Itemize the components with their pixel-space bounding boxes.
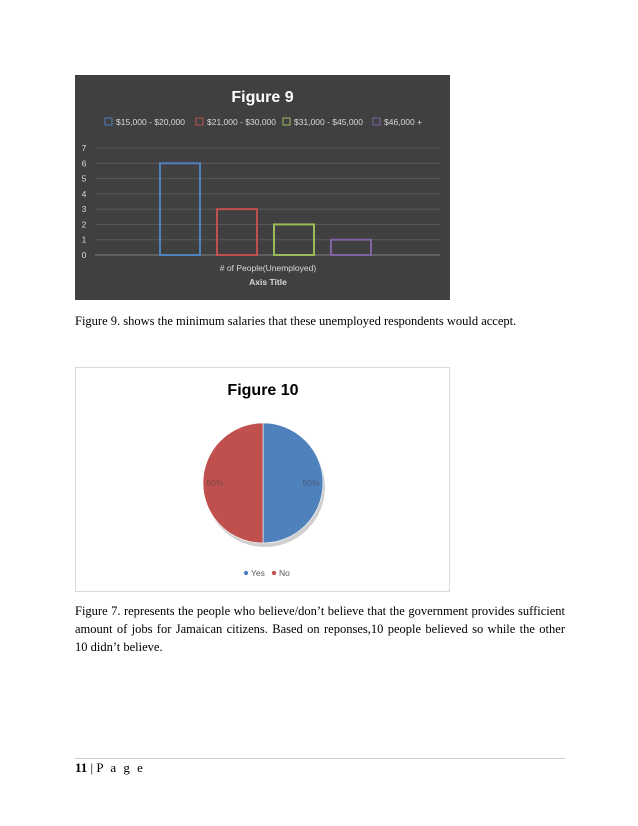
y-tick-label-3: 3 bbox=[81, 204, 87, 215]
figure-9-svg bbox=[75, 75, 450, 300]
legend-swatch-no bbox=[272, 571, 276, 575]
figure-9-chart bbox=[75, 75, 450, 300]
slice-data-label-1: 50% bbox=[302, 478, 320, 488]
figure-10-svg bbox=[76, 368, 449, 591]
caption-line-1: Figure 7. represents the people who believe/don’t believe that the government provides sufficient bbox=[75, 604, 565, 618]
y-tick-label-5: 5 bbox=[81, 173, 87, 184]
figure-10-caption bbox=[75, 602, 565, 656]
footer-separator: | bbox=[87, 760, 97, 775]
legend-swatch-4 bbox=[373, 118, 380, 125]
page-footer bbox=[75, 760, 145, 776]
footer-divider bbox=[75, 758, 565, 759]
figure-9-caption: Figure 9. shows the minimum salaries that these unemployed respondents would accept. bbox=[75, 314, 517, 328]
page-number: 11 bbox=[75, 760, 88, 775]
legend-swatch-3 bbox=[283, 118, 290, 125]
figure-10-chart bbox=[75, 367, 450, 592]
chart-title: Figure 9 bbox=[231, 89, 294, 106]
y-tick-label-1: 1 bbox=[81, 234, 87, 245]
legend-label-2: $21,000 - $30,000 bbox=[207, 117, 277, 127]
legend-swatch-1 bbox=[105, 118, 112, 125]
caption-line-2: amount of jobs for Jamaican citizens. Based on reponses,10 people believed so while the other bbox=[75, 622, 565, 636]
chart-title: Figure 10 bbox=[227, 382, 299, 399]
bar-2 bbox=[217, 209, 257, 255]
x-category-label: # of People(Unemployed) bbox=[219, 263, 317, 273]
legend-label-4: $46,000 + bbox=[384, 117, 423, 127]
legend-label-3: $31,000 - $45,000 bbox=[294, 117, 364, 127]
legend-label-1: $15,000 - $20,000 bbox=[116, 117, 186, 127]
legend-label-yes: Yes bbox=[251, 568, 265, 578]
legend-swatch-2 bbox=[196, 118, 203, 125]
caption-line-3: 10 didn’t believe. bbox=[75, 640, 163, 654]
legend-label-no: No bbox=[279, 568, 290, 578]
y-tick-label-0: 0 bbox=[81, 250, 87, 260]
bar-4 bbox=[331, 240, 371, 255]
y-tick-label-4: 4 bbox=[81, 188, 87, 199]
slice-data-label-2: 50% bbox=[206, 478, 224, 488]
y-tick-label-7: 7 bbox=[81, 143, 87, 153]
y-tick-label-6: 6 bbox=[81, 158, 87, 169]
page-word: P a g e bbox=[96, 760, 145, 775]
y-tick-label-2: 2 bbox=[81, 219, 87, 230]
legend-swatch-yes bbox=[244, 571, 248, 575]
x-axis-title: Axis Title bbox=[249, 277, 287, 287]
